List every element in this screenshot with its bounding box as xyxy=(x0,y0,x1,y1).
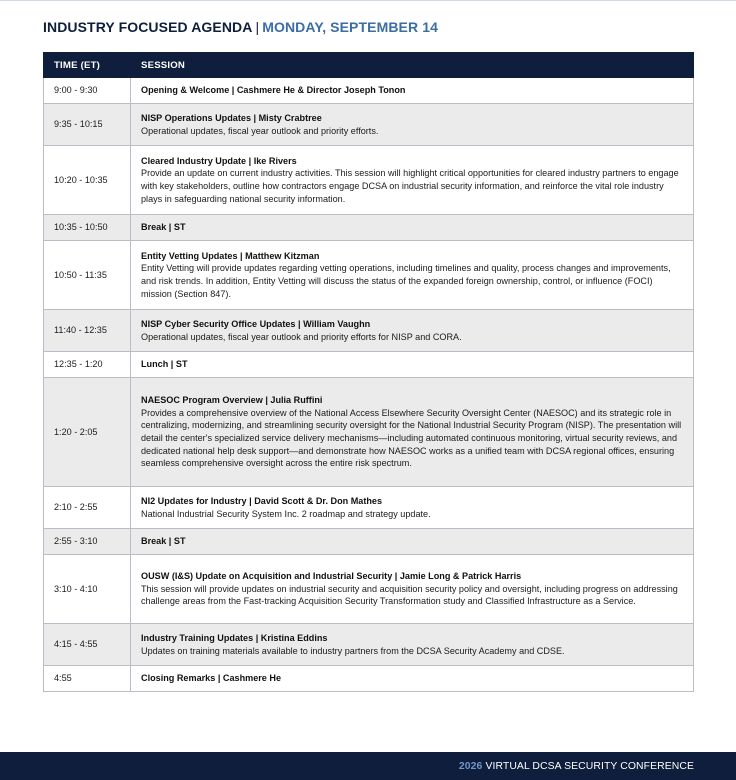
session-cell xyxy=(131,624,694,666)
session-title: OUSW (I&S) Update on Acquisition and Industrial Security | Jamie Long & Patrick Harris xyxy=(141,571,522,582)
agenda-body xyxy=(44,78,694,692)
table-row xyxy=(44,352,694,378)
table-row xyxy=(44,215,694,241)
agenda-title: INDUSTRY FOCUSED AGENDA xyxy=(43,19,253,35)
session-description: This session will provide updates on industrial security and acquisition security policy and oversight, including progress on addressing challenge areas from the Fast-tracking Acquisition Security Transformation study and Classified Infrastructure as a Service. xyxy=(141,583,678,607)
table-row xyxy=(44,666,694,692)
session-description: Entity Vetting will provide updates regarding vetting operations, including timelines and quality, process changes and improvements, and risk trends. In addition, Entity Vetting will discuss the status of the expanded foreign ownership, control, or influence (FOCI) mission (Section 847). xyxy=(141,263,671,299)
session-time: 12:35 - 1:20 xyxy=(44,352,131,378)
session-cell xyxy=(131,78,694,104)
session-time: 2:55 - 3:10 xyxy=(44,529,131,555)
session-title: NISP Operations Updates | Misty Crabtree xyxy=(141,112,322,123)
session-description: Provides a comprehensive overview of the National Access Elsewhere Security Oversight Center (NAESOC) and its strategic role in centralizing, modernizing, and streamlining security oversight for the National Industrial Security Program (NISP). The presentation will detail the center's specialized service delivery mechanisms—including automated continuous monitoring, virtual security reviews, and dedicated national help desk support—and demonstrate how NAESOC works as a unified team with DCSA regional offices, ensuring seamless comprehensive oversight across the entire risk spectrum. xyxy=(141,407,682,469)
session-title: NI2 Updates for Industry | David Scott & Dr. Don Mathes xyxy=(141,495,383,506)
session-description: Updates on training materials available to industry partners from the DCSA Security Academy and CDSE. xyxy=(141,645,565,656)
session-cell xyxy=(131,378,694,487)
table-row xyxy=(44,555,694,624)
session-cell xyxy=(131,555,694,624)
table-row xyxy=(44,146,694,215)
session-description: Operational updates, fiscal year outlook and priority efforts for NISP and CORA. xyxy=(141,331,462,342)
session-cell xyxy=(131,104,694,146)
session-time: 3:10 - 4:10 xyxy=(44,555,131,624)
footer-bar xyxy=(0,752,736,780)
footer-year: 2026 xyxy=(458,761,483,772)
session-description: National Industrial Security System Inc. 2 roadmap and strategy update. xyxy=(141,508,431,519)
session-cell xyxy=(131,352,694,378)
session-cell xyxy=(131,146,694,215)
table-row xyxy=(44,310,694,352)
table-header-row xyxy=(44,53,694,78)
session-title: Industry Training Updates | Kristina Eddins xyxy=(141,632,328,643)
session-time: 4:15 - 4:55 xyxy=(44,624,131,666)
session-title: NAESOC Program Overview | Julia Ruffini xyxy=(141,395,323,406)
table-row xyxy=(44,104,694,146)
session-title: NISP Cyber Security Office Updates | William Vaughn xyxy=(141,318,371,329)
session-title: Opening & Welcome | Cashmere He & Director Joseph Tonon xyxy=(141,85,406,96)
session-cell xyxy=(131,215,694,241)
table-row xyxy=(44,529,694,555)
session-time: 1:20 - 2:05 xyxy=(44,378,131,487)
session-cell xyxy=(131,487,694,529)
session-time: 2:10 - 2:55 xyxy=(44,487,131,529)
session-time: 10:35 - 10:50 xyxy=(44,215,131,241)
page-title xyxy=(43,19,438,35)
session-time: 11:40 - 12:35 xyxy=(44,310,131,352)
session-time: 10:50 - 11:35 xyxy=(44,241,131,310)
session-time: 4:55 xyxy=(44,666,131,692)
column-header-session: SESSION xyxy=(131,53,694,78)
session-title: Closing Remarks | Cashmere He xyxy=(141,673,282,684)
session-cell xyxy=(131,529,694,555)
footer-text xyxy=(459,761,694,772)
top-divider xyxy=(0,0,736,1)
title-separator: | xyxy=(255,19,260,35)
session-description: Provide an update on current industry activities. This session will highlight critical opportunities for cleared industry partners to engage with key stakeholders, outline how contractors engage DCSA on industrial security information, and reinforce the vital role industry plays in safeguarding national security information. xyxy=(141,168,679,204)
table-row xyxy=(44,378,694,487)
session-cell xyxy=(131,241,694,310)
table-row xyxy=(44,624,694,666)
session-cell xyxy=(131,310,694,352)
session-title: Cleared Industry Update | Ike Rivers xyxy=(141,155,297,166)
column-header-time: TIME (ET) xyxy=(44,53,131,78)
session-title: Lunch | ST xyxy=(141,359,188,370)
agenda-date: MONDAY, SEPTEMBER 14 xyxy=(262,19,438,35)
session-time: 10:20 - 10:35 xyxy=(44,146,131,215)
table-row xyxy=(44,241,694,310)
agenda-table xyxy=(43,52,694,692)
footer-conference-name: VIRTUAL DCSA SECURITY CONFERENCE xyxy=(485,761,694,772)
session-title: Entity Vetting Updates | Matthew Kitzman xyxy=(141,250,320,261)
table-row xyxy=(44,487,694,529)
table-row xyxy=(44,78,694,104)
session-description: Operational updates, fiscal year outlook and priority efforts. xyxy=(141,125,379,136)
session-title: Break | ST xyxy=(141,536,186,547)
session-time: 9:35 - 10:15 xyxy=(44,104,131,146)
session-cell xyxy=(131,666,694,692)
session-title: Break | ST xyxy=(141,222,186,233)
session-time: 9:00 - 9:30 xyxy=(44,78,131,104)
